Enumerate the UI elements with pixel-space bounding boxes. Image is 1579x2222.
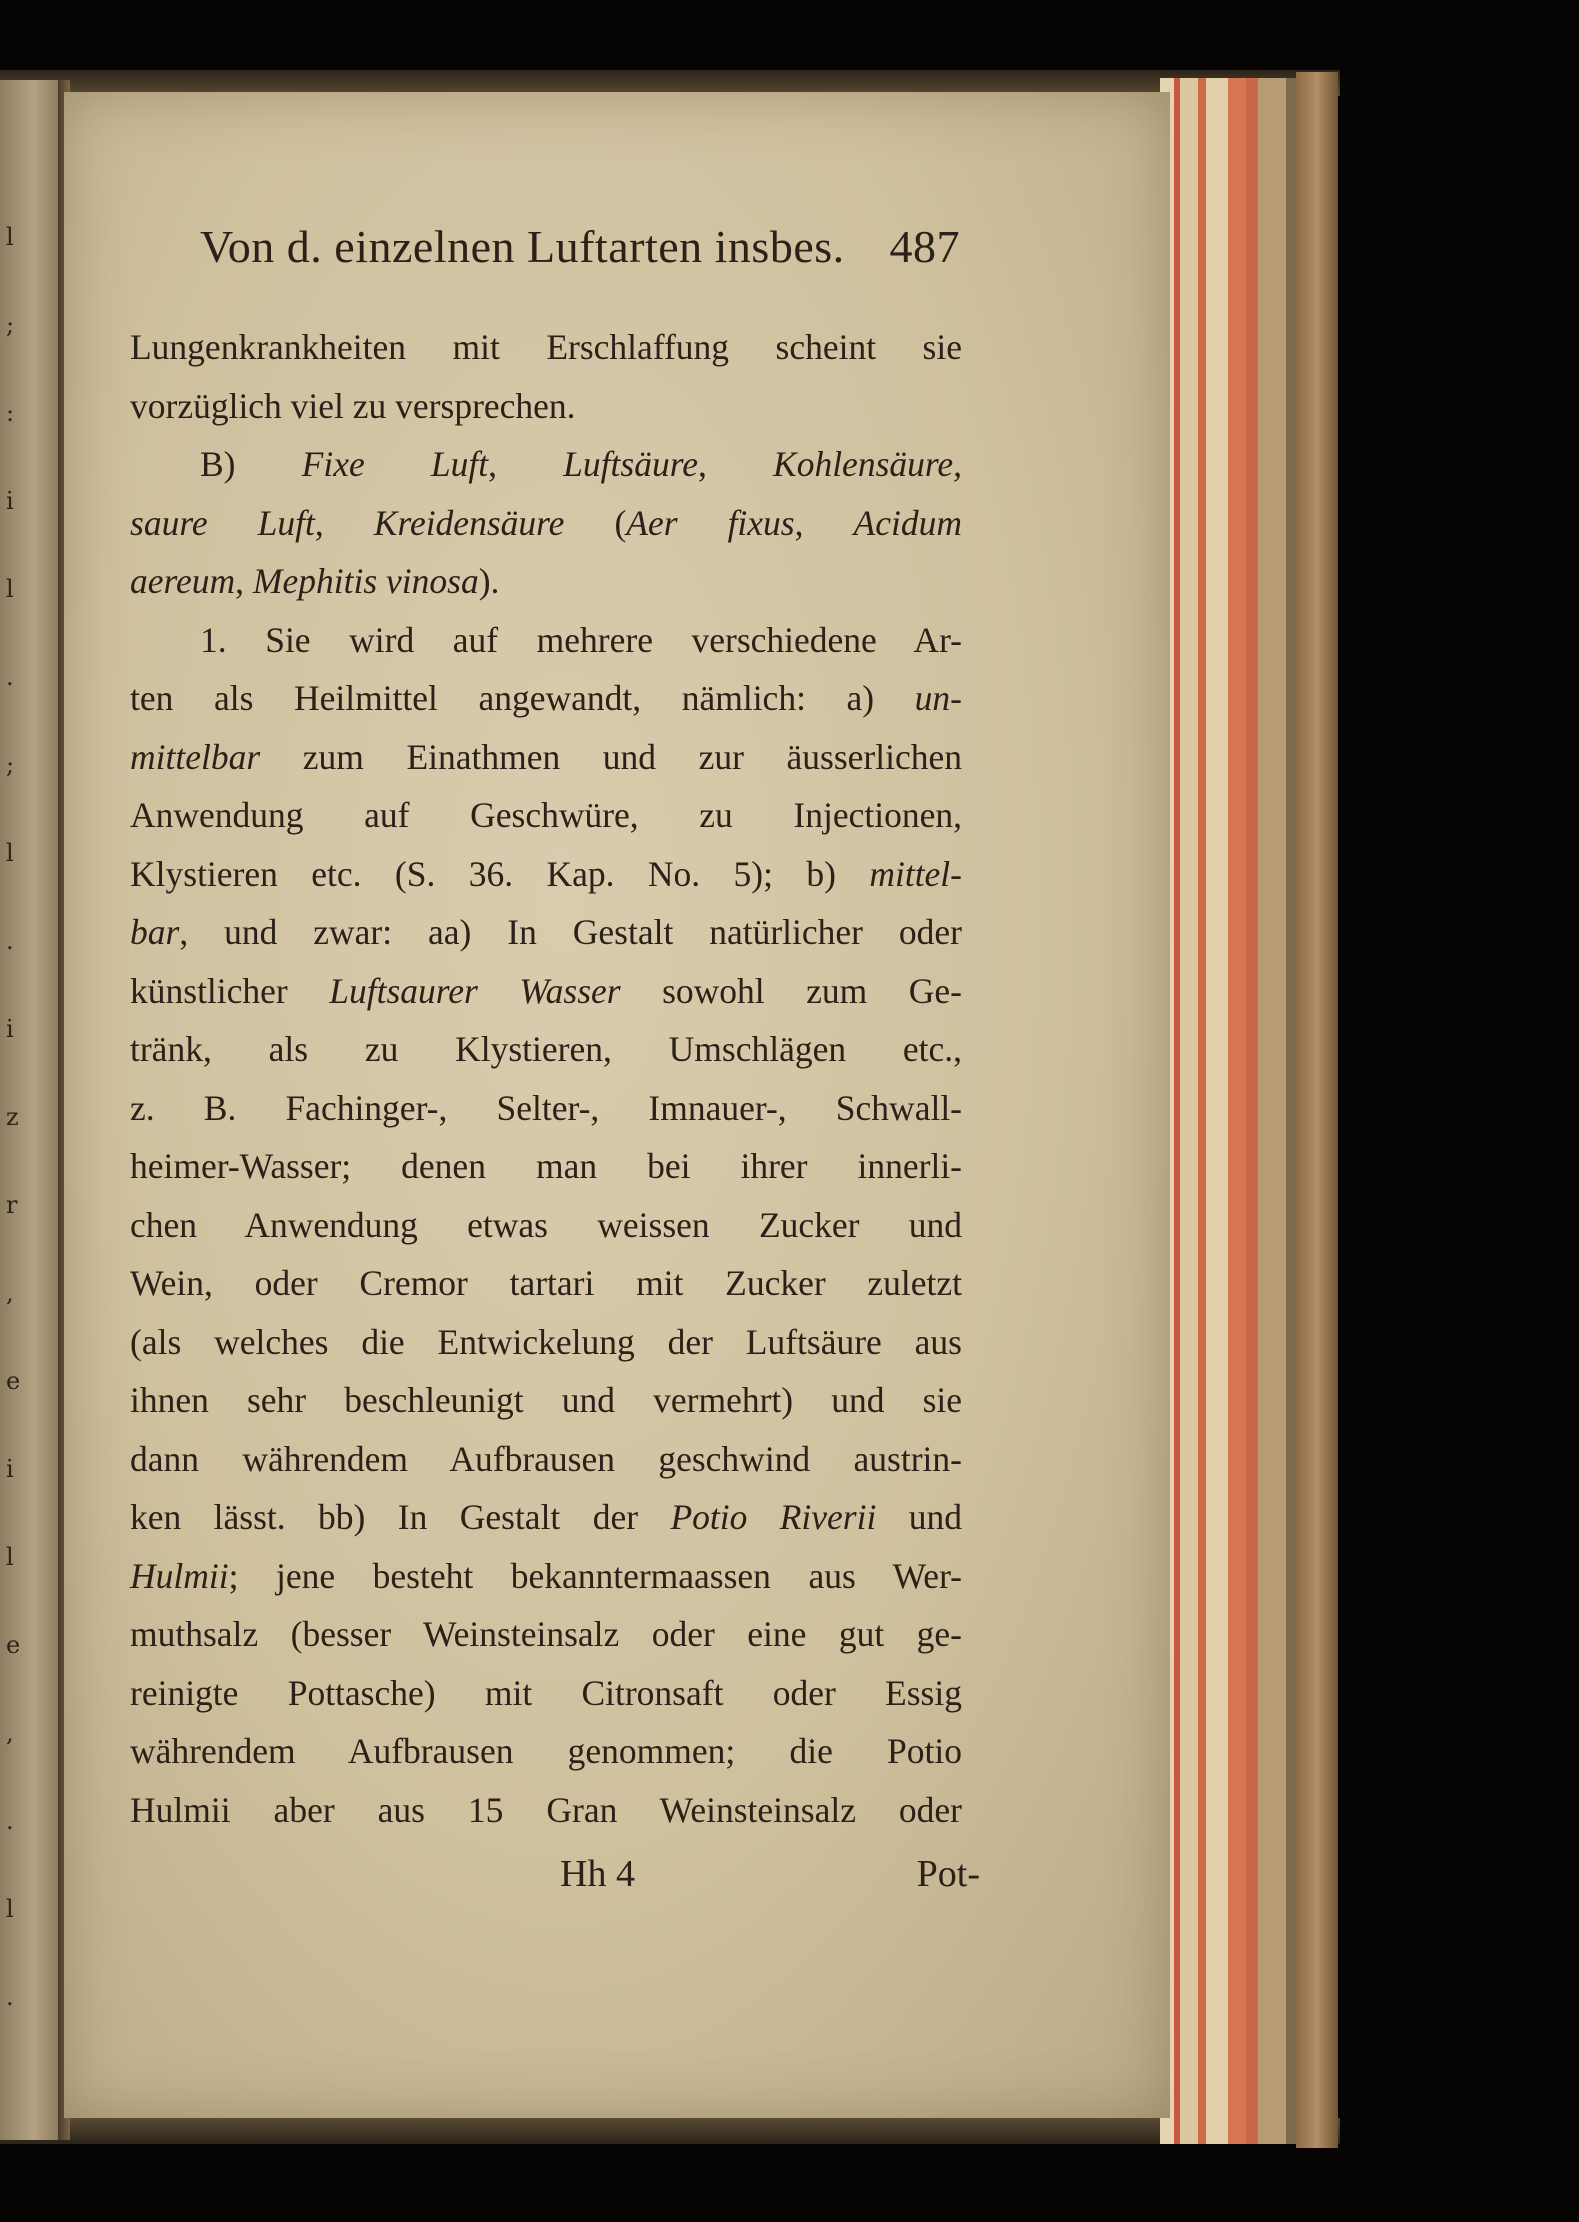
text-run: künstlicher (130, 970, 330, 1011)
page-number: 487 (889, 221, 960, 272)
text-run: ; jene besteht bekanntermaassen aus Wer- (228, 1555, 962, 1596)
text-run: sowohl zum Ge- (620, 970, 962, 1011)
text-line (130, 1371, 962, 1430)
text-run: , (794, 502, 854, 543)
facing-page-glyph: l (6, 839, 14, 867)
italic-text: saure Luft (130, 502, 315, 543)
book-binding-bottom (0, 2118, 1340, 2144)
text-line (130, 1605, 962, 1664)
italic-text: Kreidensäure (373, 502, 565, 543)
facing-page-glyph: . (6, 663, 14, 691)
facing-page-glyph: z (6, 1103, 19, 1131)
text-run: , (314, 502, 374, 543)
facing-page-glyph: . (6, 927, 14, 955)
facing-page-glyph: , (6, 1719, 14, 1747)
facing-page-glyph: i (6, 487, 14, 515)
text-run: Anwendung auf Geschwüre, zu Injectionen, (130, 795, 962, 835)
text-run: , (235, 561, 253, 601)
text-run: währendem Aufbrausen genommen; die Potio (130, 1731, 962, 1771)
page-footer (560, 1852, 980, 1896)
catchword: Pot- (916, 1853, 980, 1895)
page-edges (1160, 78, 1302, 2144)
text-run: z. B. Fachinger-, Selter-, Imnauer-, Schwall- (130, 1087, 962, 1128)
italic-text: Luftsaurer Wasser (329, 970, 621, 1011)
text-line (130, 1079, 962, 1138)
italic-text: mittel- (869, 853, 962, 894)
text-line (130, 728, 962, 787)
facing-page-glyph: ; (6, 751, 15, 779)
signature-mark: Hh 4 (560, 1853, 635, 1895)
facing-page-glyph: . (6, 1807, 14, 1835)
text-line (130, 611, 962, 670)
text-run: chen Anwendung etwas weissen Zucker und (130, 1204, 962, 1245)
facing-page-glyph: ; (6, 311, 15, 339)
text-line (130, 1196, 962, 1255)
text-run: tränk, als zu Klystieren, Umschlägen etc., (130, 1029, 962, 1069)
text-line (130, 1254, 962, 1313)
italic-text: un- (914, 678, 962, 718)
text-line (130, 494, 962, 553)
text-run: ihnen sehr beschleunigt und vermehrt) und sie (130, 1380, 962, 1420)
text-run: Hulmii aber aus 15 Gran Weinsteinsalz oder (130, 1789, 962, 1830)
text-run: (als welches die Entwickelung der Luftsäure aus (130, 1321, 962, 1362)
text-run: 1. Sie wird auf mehrere verschiedene Ar- (200, 619, 962, 660)
book-cover-edge (1296, 72, 1338, 2148)
text-run: ken lässt. bb) In Gestalt der (130, 1497, 671, 1537)
text-run: muthsalz (besser Weinsteinsalz oder eine gut ge- (130, 1614, 962, 1654)
text-line (130, 435, 962, 494)
running-head (200, 220, 960, 273)
text-line (130, 903, 962, 962)
facing-page-glyph: . (6, 1983, 14, 2011)
facing-page-glyph: i (6, 1455, 14, 1483)
text-run: vorzüglich viel zu versprechen. (130, 385, 576, 426)
text-line (130, 1020, 962, 1079)
facing-page-glyph: e (6, 1631, 21, 1659)
text-run: , (488, 444, 564, 484)
text-run: ). (478, 561, 500, 601)
text-line (130, 1137, 962, 1196)
facing-page-edge (0, 80, 62, 2140)
text-run: Wein, oder Cremor tartari mit Zucker zuletzt (130, 1263, 962, 1303)
facing-page-glyph: e (6, 1367, 21, 1395)
text-line (130, 552, 962, 611)
body-text (130, 318, 962, 1839)
text-line (130, 786, 962, 845)
italic-text: mittelbar (130, 736, 261, 777)
running-head-title: Von d. einzelnen Luftarten insbes. (200, 221, 845, 272)
facing-page-glyph: l (6, 575, 14, 603)
text-line (130, 1547, 962, 1606)
text-run: dann währendem Aufbrausen geschwind austrin- (130, 1438, 962, 1479)
text-line (130, 1722, 962, 1781)
text-run: ( (564, 502, 627, 543)
text-run: , (697, 444, 774, 484)
italic-text: bar (130, 912, 180, 952)
facing-page-glyph: i (6, 1015, 14, 1043)
italic-text: Aer fixus (626, 502, 795, 543)
italic-text: Fixe Luft (301, 444, 489, 484)
text-run: heimer-Wasser; denen man bei ihrer innerli- (130, 1146, 962, 1186)
facing-page-glyph: l (6, 223, 14, 251)
text-run: Klystieren etc. (S. 36. Kap. No. 5); b) (130, 853, 870, 894)
text-line (130, 1488, 962, 1547)
text-run: ten als Heilmittel angewandt, nämlich: a) (130, 678, 915, 718)
facing-page-glyph: , (6, 1279, 14, 1307)
text-run: Lungenkrankheiten mit Erschlaffung scheint sie (130, 327, 962, 367)
italic-text: Luftsäure (563, 444, 698, 484)
italic-text: Kohlensäure, (773, 444, 963, 484)
italic-text: Acidum (853, 502, 962, 543)
text-line (130, 1430, 962, 1489)
facing-page-glyph: r (6, 1191, 18, 1219)
text-run: , und zwar: aa) In Gestalt natürlicher oder (179, 912, 962, 952)
text-line (130, 1781, 962, 1840)
italic-text: Mephitis vinosa (252, 561, 479, 601)
text-line (130, 377, 962, 436)
text-run: und (876, 1497, 963, 1537)
italic-text: aereum (130, 561, 236, 601)
italic-text: Potio Riverii (670, 1497, 877, 1537)
facing-page-glyph: : (6, 399, 15, 427)
text-line (130, 1313, 962, 1372)
text-run: zum Einathmen und zur äusserlichen (260, 736, 962, 777)
text-line (130, 669, 962, 728)
text-line (130, 845, 962, 904)
text-run: B) (200, 444, 302, 484)
italic-text: Hulmii (130, 1555, 229, 1596)
facing-page-glyph: l (6, 1543, 14, 1571)
text-line (130, 318, 962, 377)
text-run: reinigte Pottasche) mit Citronsaft oder Essig (130, 1672, 962, 1713)
facing-page-glyph: l (6, 1895, 14, 1923)
text-line (130, 1664, 962, 1723)
text-line (130, 962, 962, 1021)
